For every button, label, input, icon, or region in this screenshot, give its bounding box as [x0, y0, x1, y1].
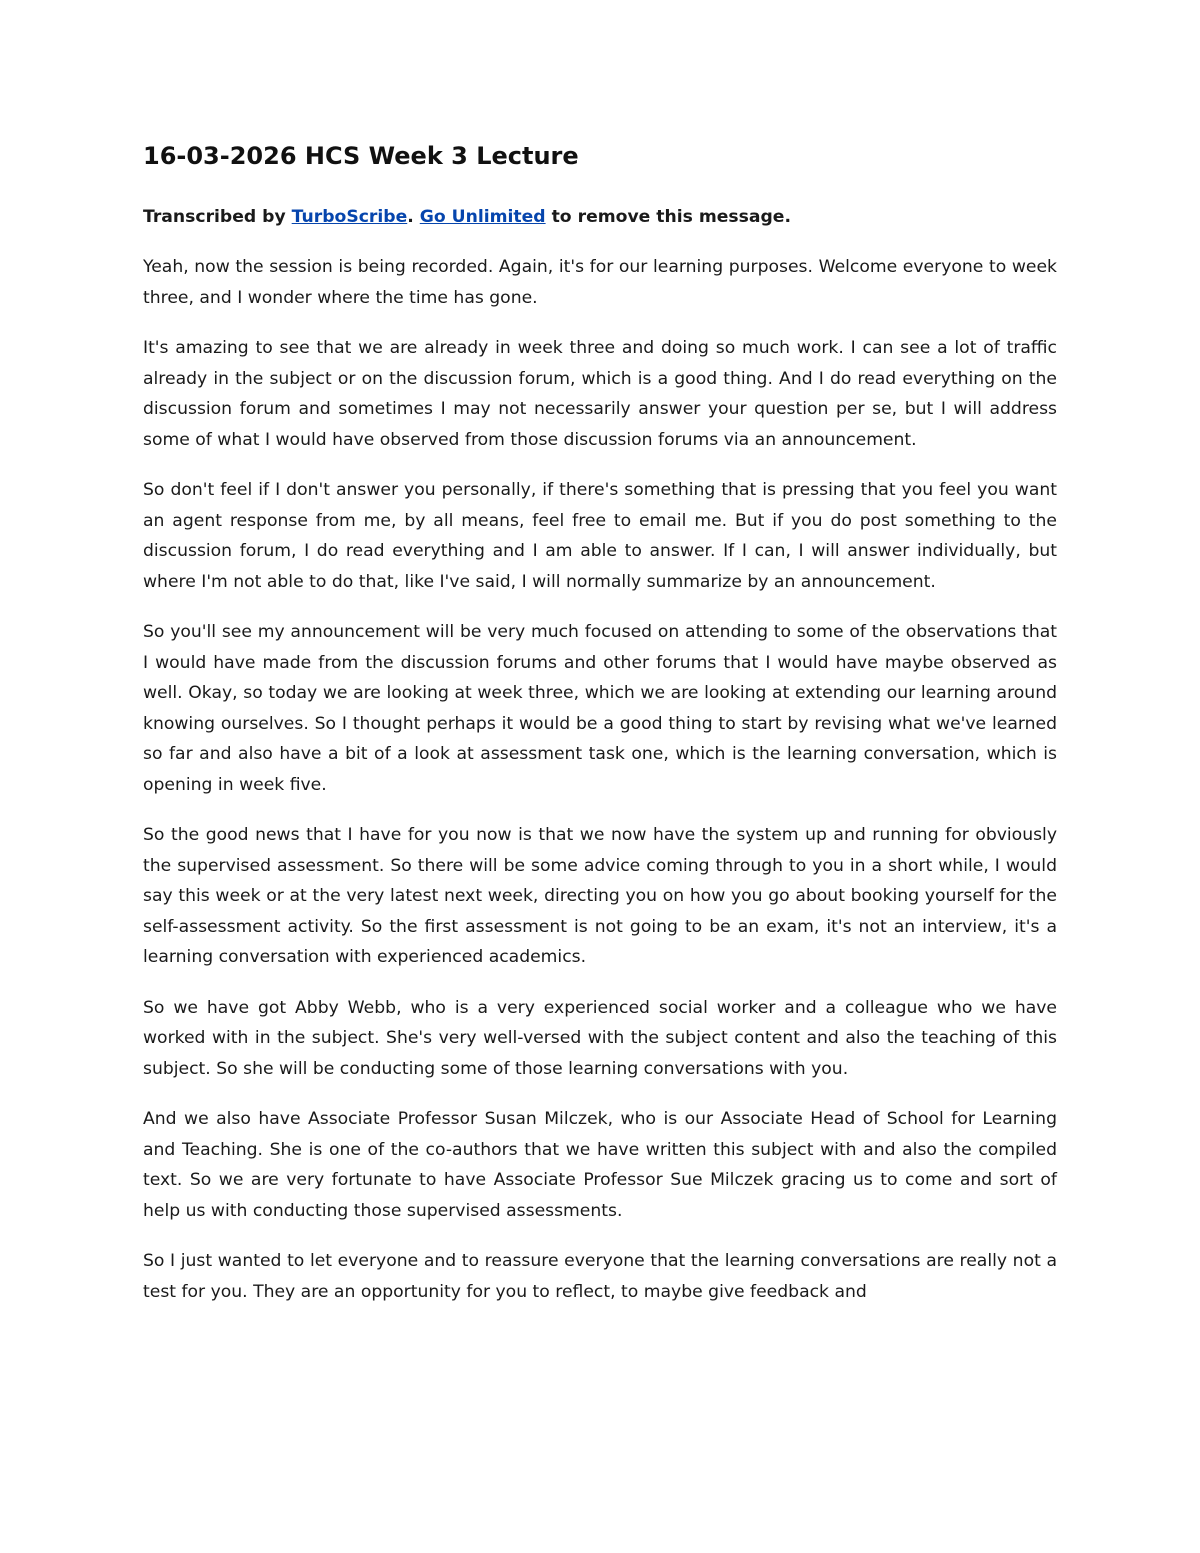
go-unlimited-link[interactable]: Go Unlimited: [419, 207, 546, 228]
paragraph: It's amazing to see that we are already in week three and doing so much work. I can see a lot of traffic already in the subject or on the discussion forum, which is a good thing. And I do read everything on the discussion forum and sometimes I may not necessarily answer your question per se, but I will address some of what I would have observed from those discussion forums via an announcement.: [143, 338, 1057, 450]
banner-separator: .: [407, 207, 420, 228]
paragraph: So you'll see my announcement will be very much focused on attending to some of the observations that I would have made from the discussion forums and other forums that I would have maybe observed as well. Okay, so today we are looking at week three, which we are looking at extending our learning around knowing ourselves. So I thought perhaps it would be a good thing to start by revising what we've learned so far and also have a bit of a look at assessment task one, which is the learning conversation, which is opening in week five.: [143, 622, 1057, 795]
paragraph: And we also have Associate Professor Susan Milczek, who is our Associate Head of School for Learning and Teaching. She is one of the co-authors that we have written this subject with and also the compiled text. So we are very fortunate to have Associate Professor Sue Milczek gracing us to come and sort of help us with conducting those supervised assessments.: [143, 1109, 1057, 1221]
banner-prefix: Transcribed by: [143, 207, 292, 228]
paragraph: Yeah, now the session is being recorded. Again, it's for our learning purposes. Welcome everyone to week three, and I wonder where the time has gone.: [143, 257, 1057, 308]
transcription-banner: [143, 202, 1057, 232]
page-title: 16-03-2026 HCS Week 3 Lecture: [143, 142, 579, 170]
paragraph: So I just wanted to let everyone and to reassure everyone that the learning conversations are really not a test for you. They are an opportunity for you to reflect, to maybe give feedback and: [143, 1251, 1057, 1302]
paragraph: So don't feel if I don't answer you personally, if there's something that is pressing that you feel you want an agent response from me, by all means, feel free to email me. But if you do post something to the discussion forum, I do read everything and I am able to answer. If I can, I will answer individually, but where I'm not able to do that, like I've said, I will normally summarize by an announcement.: [143, 480, 1057, 592]
turboscribe-link[interactable]: TurboScribe: [291, 207, 408, 228]
banner-suffix: to remove this message.: [545, 207, 791, 228]
document-page: [143, 140, 1057, 1327]
paragraph: So the good news that I have for you now is that we now have the system up and running for obviously the supervised assessment. So there will be some advice coming through to you in a short while, I would say this week or at the very latest next week, directing you on how you go about booking yourself for the self-assessment activity. So the first assessment is not going to be an exam, it's not an interview, it's a learning conversation with experienced academics.: [143, 825, 1057, 968]
paragraph: So we have got Abby Webb, who is a very experienced social worker and a colleague who we have worked with in the subject. She's very well-versed with the subject content and also the teaching of this subject. So she will be conducting some of those learning conversations with you.: [143, 997, 1057, 1079]
